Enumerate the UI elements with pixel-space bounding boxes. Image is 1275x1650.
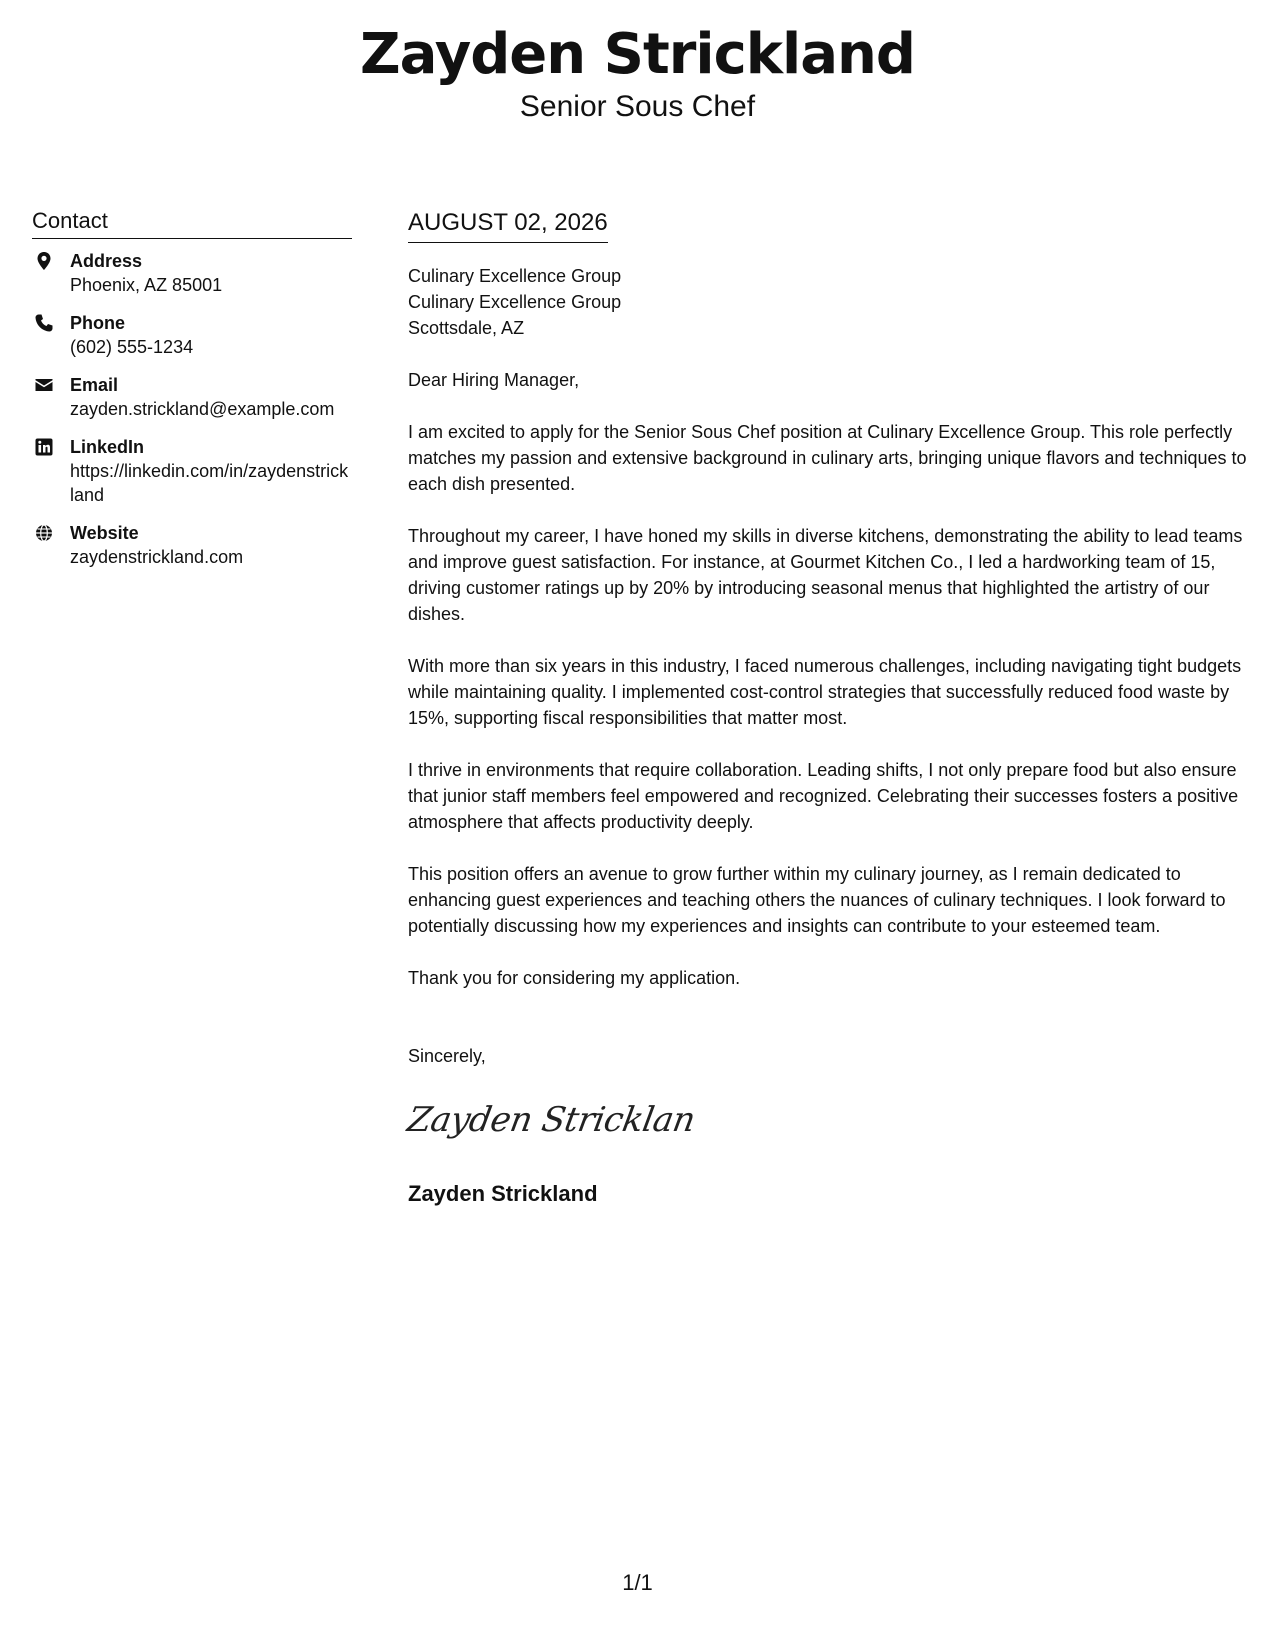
contact-value[interactable]: zaydenstrickland.com — [70, 547, 244, 567]
signed-name: Zayden Strickland — [408, 1181, 598, 1206]
linkedin-icon — [34, 437, 54, 457]
contact-item-address — [32, 249, 352, 297]
contact-label: LinkedIn — [70, 437, 145, 457]
contact-item-website — [32, 521, 352, 569]
letter-paragraph: Thank you for considering my application. — [408, 968, 741, 988]
phone-icon — [34, 313, 54, 333]
candidate-name: Zayden Strickland — [360, 22, 915, 87]
contact-value: (602) 555-1234 — [70, 337, 194, 357]
letter-paragraph: This position offers an avenue to grow further within my culinary journey, as I remain dedicated to enhancing guest experiences and teaching others the nuances of culinary techniques. I look forward to potentially discussing how my experiences and insights can contribute to your esteemed team. — [408, 864, 1226, 936]
location-pin-icon — [34, 251, 54, 271]
recipient-line: Culinary Excellence Group — [408, 292, 622, 312]
recipient-line: Scottsdale, AZ — [408, 318, 525, 338]
envelope-icon — [34, 375, 54, 395]
recipient-block — [408, 263, 1248, 341]
contact-sidebar — [32, 206, 352, 583]
contact-item-phone — [32, 311, 352, 359]
letter-body — [404, 206, 1248, 1209]
letter-paragraph: Throughout my career, I have honed my skills in diverse kitchens, demonstrating the ability to lead teams and improve guest satisfaction. For instance, at Gourmet Kitchen Co., I led a hardworking team of 15, driving customer ratings up by 20% by introducing seasonal menus that highlighted the artistry of our dishes. — [408, 526, 1243, 624]
globe-icon — [34, 523, 54, 543]
page-number: 1/1 — [622, 1570, 653, 1595]
letter-paragraph: I am excited to apply for the Senior Sous Chef position at Culinary Excellence Group. This role perfectly matches my passion and extensive background in culinary arts, bringing unique flavors and techniques to each dish presented. — [408, 422, 1247, 494]
contact-label: Website — [70, 523, 139, 543]
contact-item-email — [32, 373, 352, 421]
closing: Sincerely, — [408, 1046, 486, 1066]
contact-heading: Contact — [32, 206, 352, 239]
letter-date: AUGUST 02, 2026 — [408, 206, 608, 243]
contact-value: Phoenix, AZ 85001 — [70, 275, 223, 295]
letter-paragraph: With more than six years in this industry, I faced numerous challenges, including navigating tight budgets while maintaining quality. I implemented cost-control strategies that successfully reduced food waste by 15%, supporting fiscal responsibilities that matter most. — [408, 656, 1242, 728]
contact-label: Address — [70, 251, 143, 271]
recipient-line: Culinary Excellence Group — [408, 266, 622, 286]
contact-value[interactable]: https://linkedin.com/in/zaydenstrickland — [70, 461, 349, 505]
letter-paragraph: I thrive in environments that require collaboration. Leading shifts, I not only prepare food but also ensure that junior staff members feel empowered and recognized. Celebrating their successes fosters a positive atmosphere that affects productivity deeply. — [408, 760, 1239, 832]
contact-item-linkedin — [32, 435, 352, 507]
contact-label: Phone — [70, 313, 126, 333]
contact-label: Email — [70, 375, 119, 395]
contact-value[interactable]: zayden.strickland@example.com — [70, 399, 335, 419]
candidate-role: Senior Sous Chef — [519, 90, 756, 123]
salutation: Dear Hiring Manager, — [408, 370, 580, 390]
handwritten-signature: Zayden Stricklan — [404, 1100, 698, 1140]
